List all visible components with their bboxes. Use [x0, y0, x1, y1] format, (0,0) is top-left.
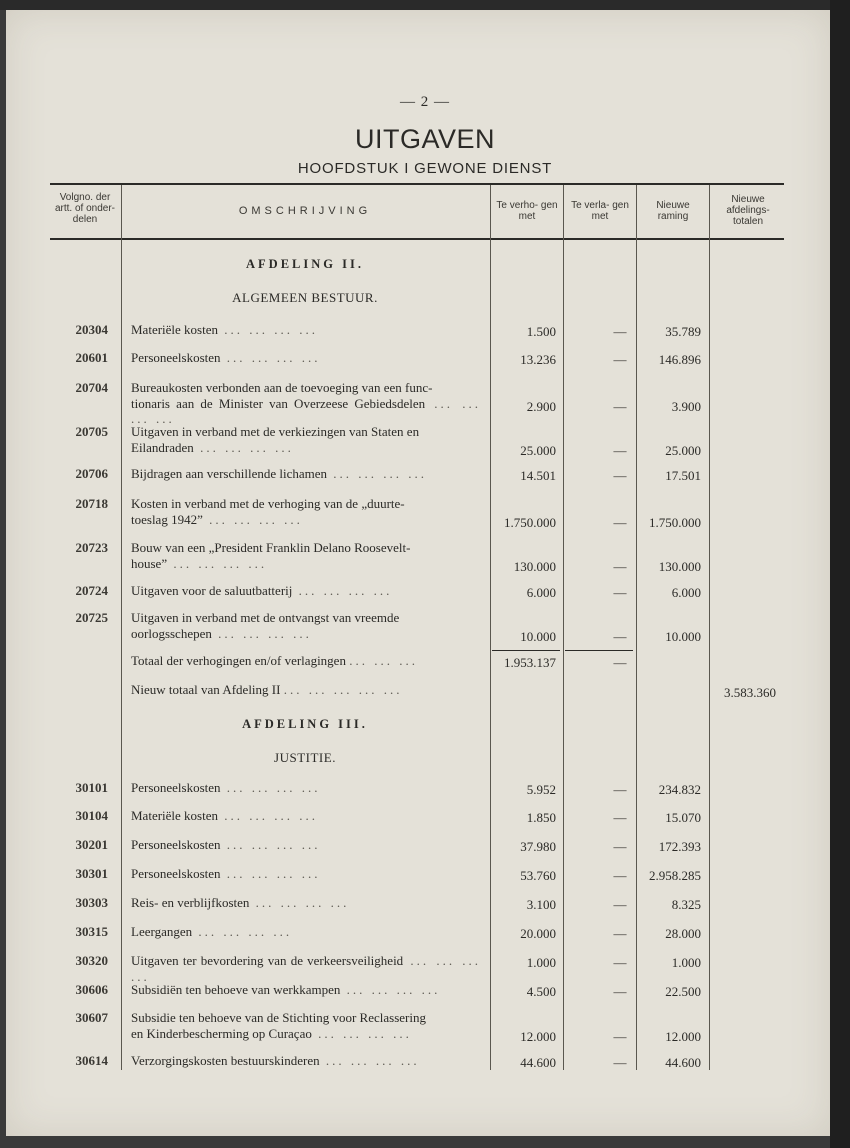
te-verhogen-value: 6.000 — [526, 585, 556, 600]
article-code: 20704 — [75, 380, 108, 395]
table-top-rule — [50, 183, 784, 185]
te-verhogen-value: 1.750.000 — [504, 515, 556, 530]
description-line-1: Personeelskosten — [131, 837, 221, 852]
nieuwe-raming-value: 1.750.000 — [649, 515, 701, 530]
article-description — [131, 895, 481, 911]
description-line-1: Subsidie ten behoeve van de Stichting voor Reclassering — [131, 1010, 426, 1025]
description-line-1: Uitgaven voor de saluutbatterij — [131, 583, 293, 598]
te-verhogen-value: 37.980 — [520, 839, 556, 854]
article-code: 20718 — [75, 496, 108, 511]
article-code: 20724 — [75, 583, 108, 598]
te-verlagen-value: — — [613, 443, 627, 458]
dot-leader: ... ... ... ... — [249, 895, 350, 910]
te-verlagen-value: — — [613, 955, 627, 970]
te-verhogen-value: 1.000 — [526, 955, 556, 970]
section-subtitle-justitie: JUSTITIE. — [274, 750, 336, 765]
te-verhogen-value: 25.000 — [520, 443, 556, 458]
totaal-leader: ... ... ... — [349, 653, 418, 668]
nieuwe-raming-value: 17.501 — [665, 468, 701, 483]
dot-leader: ... ... ... ... — [220, 780, 321, 795]
dot-leader: ... ... ... ... — [218, 322, 318, 337]
description-line-1: Uitgaven in verband met de ontvangst van vreemde — [131, 610, 400, 625]
article-code: 30315 — [75, 924, 108, 939]
te-verhogen-value: 5.952 — [526, 782, 556, 797]
te-verhogen-value: 1.850 — [526, 810, 556, 825]
article-description — [131, 1053, 481, 1069]
nieuw-totaal-label-text: Nieuw totaal van Afdeling II — [131, 682, 281, 697]
te-verhogen-value: 13.236 — [520, 352, 556, 367]
col-divider-3 — [563, 185, 564, 1070]
dot-leader: ... ... ... ... — [220, 350, 321, 365]
article-description — [131, 540, 481, 571]
description-line-1: Subsidiën ten behoeve van werkkampen — [131, 982, 341, 997]
header-nieuwe-raming: Nieuwe raming — [656, 200, 690, 222]
article-code: 30303 — [75, 895, 108, 910]
te-verlagen-value: — — [613, 324, 627, 339]
te-verlagen-value: — — [613, 352, 627, 367]
te-verhogen-value: 44.600 — [520, 1055, 556, 1070]
article-description — [131, 953, 481, 984]
dot-leader: ... ... ... ... — [220, 837, 321, 852]
te-verlagen-value: — — [613, 782, 627, 797]
te-verlagen-value: — — [613, 1055, 627, 1070]
te-verlagen-value: — — [613, 629, 627, 644]
article-code: 30104 — [75, 808, 108, 823]
nieuw-totaal-leader: ... ... ... ... ... — [283, 682, 403, 697]
description-line-1: Personeelskosten — [131, 866, 221, 881]
total-rule-verlagen — [565, 650, 633, 651]
article-code: 20725 — [75, 610, 108, 625]
description-line-1: Materiële kosten — [131, 322, 218, 337]
description-line-2: toeslag 1942” — [131, 511, 203, 527]
te-verlagen-value: — — [613, 868, 627, 883]
te-verlagen-value: — — [613, 468, 627, 483]
article-description — [131, 866, 481, 882]
description-line-1: Verzorgingskosten bestuurskinderen — [131, 1053, 320, 1068]
article-description — [131, 466, 481, 482]
te-verlagen-value: — — [613, 810, 627, 825]
section-title-afdeling-2: AFDELING II. — [246, 257, 364, 271]
nieuwe-raming-value: 25.000 — [665, 443, 701, 458]
description-line-1: Personeelskosten — [131, 350, 221, 365]
nieuwe-raming-value: 8.325 — [671, 897, 701, 912]
te-verhogen-value: 1.500 — [526, 324, 556, 339]
col-divider-5 — [709, 185, 710, 1070]
nieuw-totaal-label — [131, 682, 481, 698]
description-line-1: Reis- en verblijfkosten — [131, 895, 250, 910]
dot-leader: ... ... ... ... — [192, 924, 293, 939]
article-code: 20706 — [75, 466, 108, 481]
article-description — [131, 322, 481, 338]
totaal-verhogen: 1.953.137 — [504, 655, 556, 670]
nieuwe-raming-value: 130.000 — [658, 559, 701, 574]
col-divider-2 — [490, 185, 491, 1070]
section-title-afdeling-3: AFDELING III. — [242, 717, 368, 731]
te-verhogen-value: 4.500 — [526, 984, 556, 999]
description-line-1: Kosten in verband met de verhoging van de „duurte- — [131, 496, 405, 511]
total-rule-verhogen — [492, 650, 560, 651]
nieuwe-raming-value: 172.393 — [658, 839, 701, 854]
description-line-1: Materiële kosten — [131, 808, 218, 823]
nieuwe-raming-value: 2.958.285 — [649, 868, 701, 883]
dot-leader: ... ... ... ... — [211, 625, 312, 641]
totaal-verlagen: — — [613, 655, 627, 670]
dot-leader: ... ... ... ... — [131, 953, 482, 984]
scan-border-top — [0, 0, 850, 10]
article-description — [131, 1010, 481, 1041]
article-description — [131, 380, 481, 427]
article-code: 20723 — [75, 540, 108, 555]
nieuwe-raming-value: 22.500 — [665, 984, 701, 999]
dot-leader: ... ... ... ... — [131, 395, 481, 426]
article-code: 30320 — [75, 953, 108, 968]
col-divider-1 — [121, 185, 122, 1070]
article-description — [131, 583, 481, 599]
dot-leader: ... ... ... ... — [218, 808, 318, 823]
te-verhogen-value: 14.501 — [520, 468, 556, 483]
dot-leader: ... ... ... ... — [220, 866, 321, 881]
te-verlagen-value: — — [613, 839, 627, 854]
totaal-label-text: Totaal der verhogingen en/of verlagingen — [131, 653, 346, 668]
dot-leader: ... ... ... ... — [319, 1053, 420, 1068]
description-line-1: Uitgaven ter bevordering van de verkeersveiligheid — [131, 953, 404, 968]
description-line-2: Eilandraden — [131, 439, 194, 455]
dot-leader: ... ... ... ... — [340, 982, 441, 997]
nieuw-totaal-value: 3.583.360 — [724, 685, 776, 700]
te-verhogen-value: 20.000 — [520, 926, 556, 941]
te-verhogen-value: 130.000 — [513, 559, 556, 574]
page-subtitle: HOOFDSTUK I GEWONE DIENST — [297, 160, 553, 177]
header-nieuwe-totalen: Nieuwe afdelings- totalen — [726, 194, 770, 227]
header-te-verlagen: Te verla- gen met — [571, 200, 629, 222]
page-number: — 2 — — [400, 94, 450, 110]
article-description — [131, 350, 481, 366]
te-verlagen-value: — — [613, 984, 627, 999]
article-code: 30301 — [75, 866, 108, 881]
article-code: 30606 — [75, 982, 108, 997]
article-code: 30201 — [75, 837, 108, 852]
te-verlagen-value: — — [613, 1029, 627, 1044]
description-line-2: en Kinderbescherming op Curaçao — [131, 1025, 312, 1041]
header-bottom-rule — [50, 238, 784, 240]
article-description — [131, 808, 481, 824]
article-code: 30607 — [75, 1010, 108, 1025]
article-description — [131, 924, 481, 940]
nieuwe-raming-value: 3.900 — [671, 399, 701, 414]
page-title: UITGAVEN — [354, 124, 495, 154]
dot-leader: ... ... ... ... — [311, 1025, 412, 1041]
description-line-1: Bijdragen aan verschillende lichamen — [131, 466, 328, 481]
description-line-1: Uitgaven in verband met de verkiezingen van Staten en — [131, 424, 420, 439]
te-verhogen-value: 10.000 — [520, 629, 556, 644]
nieuwe-raming-value: 6.000 — [671, 585, 701, 600]
article-code: 20705 — [75, 424, 108, 439]
description-line-2: oorlogsschepen — [131, 625, 212, 641]
te-verlagen-value: — — [613, 559, 627, 574]
te-verhogen-value: 12.000 — [520, 1029, 556, 1044]
te-verhogen-value: 53.760 — [520, 868, 556, 883]
nieuwe-raming-value: 28.000 — [665, 926, 701, 941]
description-line-1: Bouw van een „President Franklin Delano Roosevelt- — [131, 540, 411, 555]
article-description — [131, 496, 481, 527]
nieuwe-raming-value: 10.000 — [665, 629, 701, 644]
header-te-verhogen: Te verho- gen met — [496, 200, 558, 222]
article-description — [131, 837, 481, 853]
nieuwe-raming-value: 1.000 — [671, 955, 701, 970]
te-verlagen-value: — — [613, 399, 627, 414]
dot-leader: ... ... ... ... — [292, 583, 393, 598]
te-verlagen-value: — — [613, 515, 627, 530]
te-verhogen-value: 3.100 — [526, 897, 556, 912]
dot-leader: ... ... ... ... — [193, 439, 294, 455]
te-verlagen-value: — — [613, 926, 627, 941]
article-code: 30614 — [75, 1053, 108, 1068]
article-description — [131, 780, 481, 796]
te-verhogen-value: 2.900 — [526, 399, 556, 414]
article-code: 20304 — [75, 322, 108, 337]
section-subtitle-algemeen-bestuur: ALGEMEEN BESTUUR. — [232, 290, 378, 305]
article-description — [131, 424, 481, 455]
article-description — [131, 610, 481, 641]
article-code: 20601 — [75, 350, 108, 365]
nieuwe-raming-value: 12.000 — [665, 1029, 701, 1044]
dot-leader: ... ... ... ... — [202, 511, 303, 527]
dot-leader: ... ... ... ... — [167, 555, 268, 571]
description-line-1: Leergangen — [131, 924, 193, 939]
description-line-2: house” — [131, 555, 168, 571]
article-code: 30101 — [75, 780, 108, 795]
dot-leader: ... ... ... ... — [327, 466, 428, 481]
nieuwe-raming-value: 146.896 — [658, 352, 701, 367]
header-omschrijving: OMSCHRIJVING — [238, 205, 372, 217]
totaal-label — [131, 653, 481, 669]
description-line-1: Bureaukosten verbonden aan de toevoeging van een func- — [131, 380, 433, 395]
nieuwe-raming-value: 35.789 — [665, 324, 701, 339]
header-volgno: Volgno. der artt. of onder- delen — [54, 192, 116, 225]
te-verlagen-value: — — [613, 897, 627, 912]
nieuwe-raming-value: 234.832 — [658, 782, 701, 797]
description-line-1: Personeelskosten — [131, 780, 221, 795]
te-verlagen-value: — — [613, 585, 627, 600]
nieuwe-raming-value: 44.600 — [665, 1055, 701, 1070]
description-line-2: tionaris aan de Minister van Overzeese Gebiedsdelen — [131, 395, 426, 411]
article-description — [131, 982, 481, 998]
nieuwe-raming-value: 15.070 — [665, 810, 701, 825]
